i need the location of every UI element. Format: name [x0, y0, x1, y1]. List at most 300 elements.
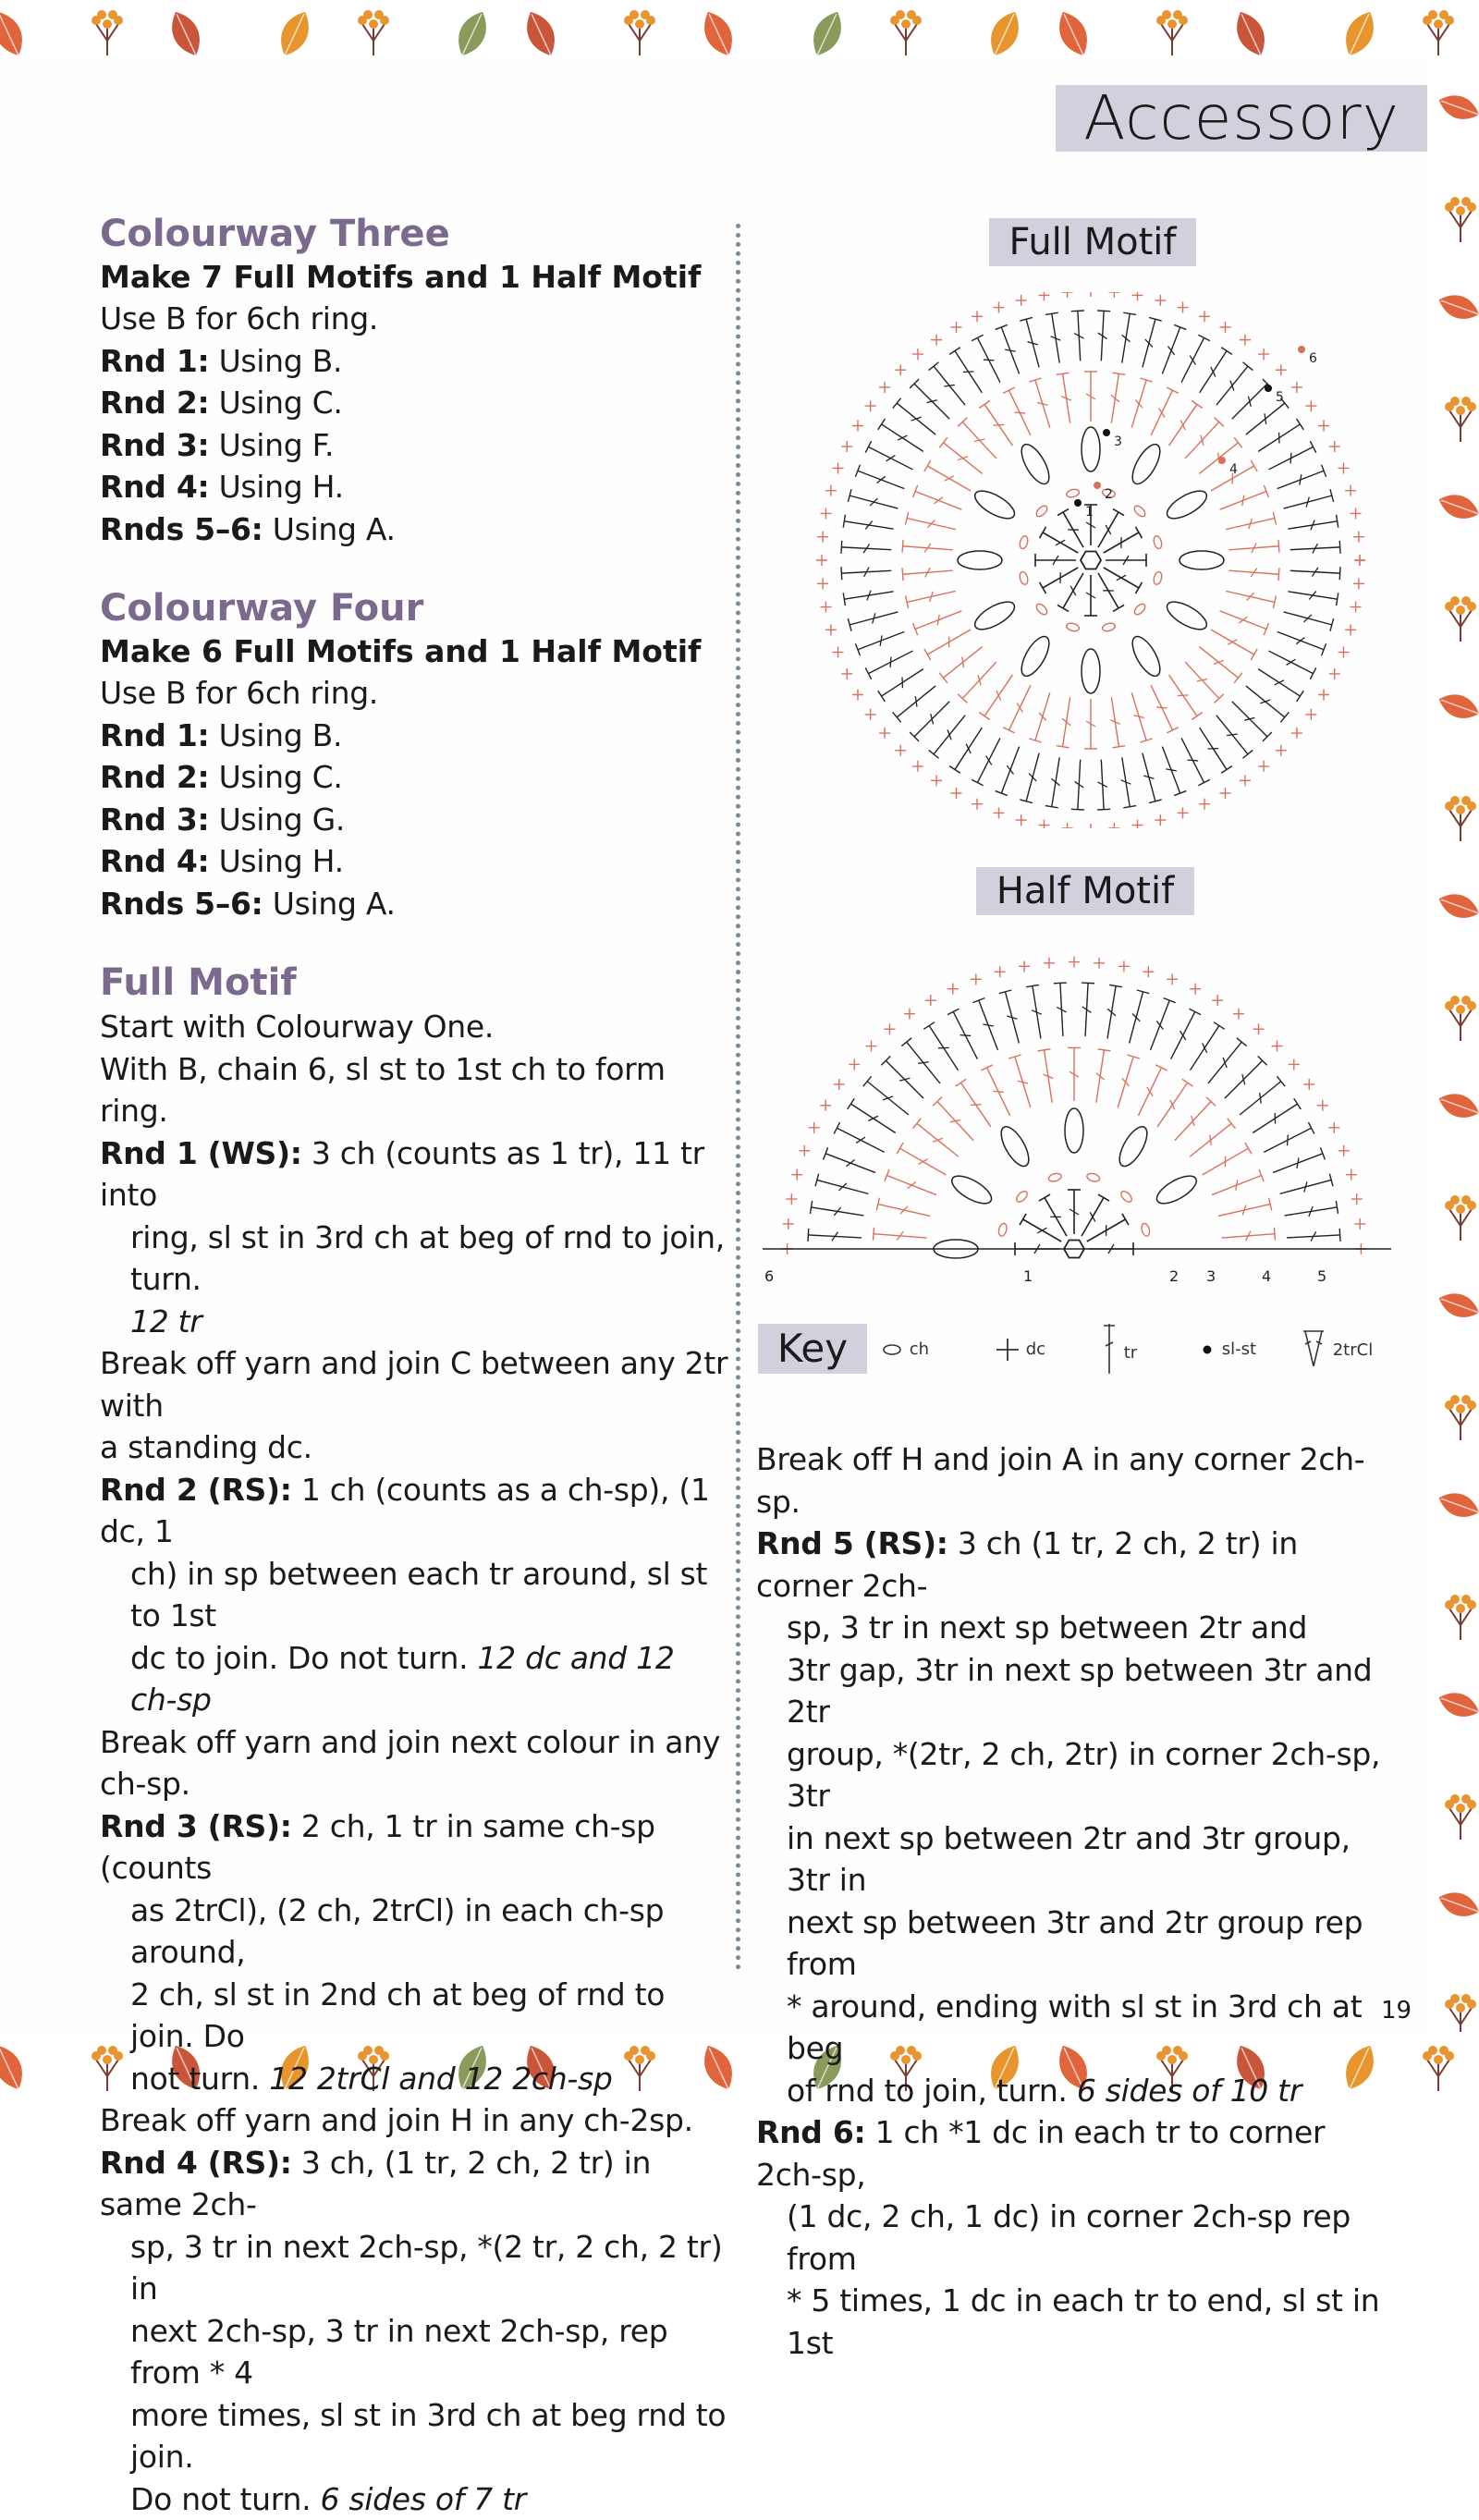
treble-mark: [1020, 317, 1039, 367]
leaf-icon: [519, 6, 562, 59]
round-label: Rnd 2:: [100, 759, 209, 795]
dc-mark: [783, 1218, 794, 1229]
dc-mark: [1155, 814, 1166, 826]
rnd5-line: * around, ending with sl st in 3rd ch at beg: [756, 1986, 1385, 2070]
treble-mark: [1054, 983, 1067, 1036]
treble-mark: [981, 1065, 1009, 1116]
dc-mark: [1329, 668, 1340, 679]
berry-sprig-icon: [1445, 1195, 1476, 1241]
treble-mark: [1131, 692, 1153, 742]
round-number: 2: [1105, 487, 1113, 502]
leaf-icon: [1436, 689, 1479, 724]
treble-mark: [1097, 760, 1110, 810]
treble-mark: [843, 515, 893, 530]
round-label: Rnd 1:: [100, 717, 209, 753]
treble-mark: [1151, 998, 1176, 1050]
berry-sprig-icon: [92, 10, 123, 55]
cluster-mark: [1065, 1108, 1083, 1153]
dc-mark: [1253, 1023, 1265, 1034]
treble-mark: [913, 1119, 959, 1156]
rnd3-line: 2 ch, sl st in 2nd ch at beg of rnd to join. Do: [100, 1974, 728, 2058]
treble-mark: [1097, 311, 1110, 361]
treble-mark: [1057, 373, 1071, 422]
dc-mark: [904, 1009, 915, 1020]
half-motif-chart: [753, 930, 1396, 1291]
key-item-ch: [880, 1331, 929, 1368]
treble-mark: [1273, 1147, 1325, 1172]
dc-mark: [1233, 1009, 1244, 1020]
treble-mark: [1038, 1049, 1054, 1103]
rnd3-line: [100, 2058, 728, 2100]
dc-mark: [1317, 1100, 1328, 1111]
treble-mark: [1068, 1190, 1081, 1234]
dc-mark: [1258, 349, 1269, 360]
autumn-leaf-border-right: [1429, 59, 1479, 2032]
dc-mark: [1328, 1122, 1339, 1133]
round-number: 4: [1229, 462, 1238, 477]
cluster-mark: [996, 1122, 1033, 1170]
dc-mark: [820, 602, 831, 613]
dc-mark: [1318, 421, 1329, 432]
rnd2-line: [100, 1469, 728, 1553]
round-text: Using C.: [209, 385, 342, 421]
treble-mark: [1071, 760, 1084, 810]
dc-mark: [1178, 302, 1189, 313]
treble-mark: [1082, 1194, 1109, 1236]
round-label: Rnd 4:: [100, 469, 209, 505]
treble-mark: [1240, 1076, 1285, 1115]
treble-mark: [1045, 312, 1061, 362]
rnd3-text: not turn.: [130, 2061, 269, 2097]
dc-mark: [817, 578, 828, 589]
half-motif-label: Half Motif: [976, 867, 1194, 915]
round-label: Rnd 3:: [100, 427, 209, 463]
cluster-mark: [1082, 427, 1100, 471]
treble-mark: [1107, 985, 1122, 1038]
rnd5-line: in next sp between 2tr and 3tr group, 3tr in: [756, 1817, 1385, 1902]
treble-mark: [1216, 716, 1253, 758]
instruction-line: Start with Colourway One.: [100, 1006, 728, 1048]
dc-mark: [833, 462, 844, 473]
dc-mark: [833, 647, 844, 658]
treble-mark: [1040, 527, 1079, 553]
berry-sprig-icon: [1445, 1994, 1476, 2032]
treble-mark: [996, 324, 1020, 373]
treble-mark: [1277, 465, 1326, 489]
dc-mark: [1085, 292, 1096, 297]
treble-mark: [1268, 651, 1315, 679]
berry-sprig-icon: [624, 10, 655, 55]
treble-mark: [1131, 378, 1153, 428]
dc-mark: [951, 322, 962, 333]
dc-mark: [1038, 820, 1049, 828]
center-ring: [1081, 551, 1101, 569]
key-label: Key: [758, 1324, 867, 1374]
treble-mark: [1118, 1055, 1140, 1107]
round-number: 1: [1085, 505, 1094, 520]
treble-mark: [906, 591, 956, 608]
dc-mark: [1190, 984, 1201, 995]
treble-mark: [1287, 1229, 1340, 1242]
chain-mark: [1047, 1172, 1062, 1182]
dc-mark: [786, 1193, 797, 1205]
treble-mark: [906, 512, 956, 530]
treble-mark: [1200, 348, 1232, 393]
colourway-four-rounds: [100, 715, 728, 925]
leaf-icon: [806, 6, 849, 59]
treble-mark: [865, 441, 912, 470]
treble-mark: [810, 1201, 863, 1216]
treble-mark: [1232, 379, 1272, 419]
chain-mark: [1132, 504, 1147, 519]
round-label: Rnd 1:: [100, 343, 209, 379]
dc-mark: [884, 1023, 895, 1034]
rnd1-line: [100, 1132, 728, 1217]
rnd6-line: * 5 times, 1 dc in each tr to end, sl st in 1st: [756, 2280, 1385, 2364]
dc-mark: [852, 690, 863, 701]
right-column-text: [756, 1438, 1385, 2364]
dc-mark: [1338, 462, 1349, 473]
treble-mark: [824, 1147, 875, 1172]
round-label: Rnd 2 (RS):: [100, 1472, 292, 1508]
rnd5-line: [756, 2070, 1385, 2112]
treble-mark: [843, 591, 893, 606]
round-text: Using B.: [209, 717, 342, 753]
slip-stitch-dot: [1094, 482, 1101, 489]
treble-mark: [929, 362, 965, 405]
colourway-four-subheading: Make 6 Full Motifs and 1 Half Motif: [100, 631, 728, 672]
treble-mark: [1020, 1214, 1061, 1242]
rnd4-line: [100, 2478, 728, 2520]
dc-mark: [1094, 958, 1105, 969]
dc-mark: [1338, 647, 1349, 658]
treble-mark: [1143, 753, 1162, 803]
rnd2-text: 1 ch (counts as a ch-sp), (1 dc, 1: [100, 1472, 710, 1550]
treble-mark: [815, 1174, 868, 1194]
chain-mark: [1153, 535, 1163, 550]
berry-sprig-icon: [1445, 596, 1476, 642]
treble-mark: [1175, 1097, 1216, 1141]
instruction-line: With B, chain 6, sl st to 1st ch to form ring.: [100, 1048, 728, 1132]
treble-mark: [841, 567, 891, 580]
dc-mark: [1289, 1058, 1300, 1070]
dc-mark: [1167, 973, 1178, 985]
chain-mark: [1066, 622, 1081, 632]
rnd4-text: Do not turn.: [130, 2481, 320, 2517]
rnd5-line: [756, 1523, 1385, 1607]
cluster-mark: [1082, 649, 1100, 693]
round-text: Using A.: [263, 886, 396, 922]
berry-sprig-icon: [1445, 796, 1476, 841]
treble-mark: [1258, 669, 1303, 702]
dc-mark: [799, 1145, 810, 1156]
dc-mark: [993, 302, 1004, 313]
round-label: Rnd 6:: [756, 2114, 865, 2150]
left-column: [100, 211, 728, 2520]
round-label: Rnd 3 (RS):: [100, 1808, 292, 1844]
rnd1-line: ring, sl st in 3rd ch at beg of rnd to join, turn.: [100, 1217, 728, 1301]
leaf-icon: [0, 2040, 30, 2091]
chain-mark: [1153, 571, 1163, 586]
dc-mark: [791, 1169, 802, 1180]
dc-mark: [912, 761, 923, 772]
dc-mark: [1199, 799, 1210, 810]
dc-mark: [1108, 823, 1119, 828]
treble-mark: [1288, 592, 1338, 606]
dc-mark: [1345, 624, 1356, 635]
treble-mark: [901, 1038, 940, 1083]
treble-mark: [1284, 489, 1334, 508]
chain-mark: [1102, 622, 1117, 632]
treble-mark: [910, 379, 949, 419]
colourway-three-subheading: Make 7 Full Motifs and 1 Half Motif: [100, 257, 728, 298]
round-number: 3: [1114, 434, 1122, 449]
berry-sprig-icon: [1445, 197, 1476, 242]
dc-mark: [1016, 295, 1027, 306]
leaf-icon: [1436, 1288, 1479, 1323]
dc-mark: [865, 709, 876, 720]
treble-mark: [999, 990, 1020, 1043]
treble-mark: [1068, 1047, 1081, 1101]
dc-mark: [809, 1122, 820, 1133]
round-marker: 2: [1169, 1267, 1179, 1285]
dc-mark: [1069, 957, 1080, 968]
treble-mark: [1084, 372, 1097, 422]
rnd3-text: 2 ch, 1 tr in same ch-sp (counts: [100, 1808, 655, 1887]
treble-mark: [878, 669, 923, 702]
round-label: Rnd 4:: [100, 843, 209, 879]
dc-mark: [834, 1079, 845, 1090]
rnd5-count: 6 sides of 10 tr: [1077, 2073, 1302, 2109]
dc-mark: [866, 1041, 877, 1052]
key-text: tr: [1124, 1343, 1137, 1363]
round-text: Using H.: [209, 843, 343, 879]
leaf-icon: [984, 6, 1026, 59]
dc-mark: [1044, 958, 1055, 969]
leaf-icon: [1436, 1487, 1479, 1523]
treble-mark: [1082, 983, 1094, 1036]
treble-mark: [1199, 647, 1242, 683]
treble-mark: [910, 702, 949, 741]
treble-mark: [1218, 1198, 1272, 1217]
treble-mark: [848, 612, 898, 631]
treble-mark: [902, 568, 952, 581]
treble-mark: [972, 738, 1000, 785]
treble-mark: [855, 465, 904, 489]
berry-sprig-icon: [1423, 10, 1454, 55]
cluster-mark: [1127, 440, 1165, 488]
treble-mark: [1280, 1174, 1333, 1194]
treble-mark: [996, 747, 1020, 796]
dc-mark: [1353, 578, 1364, 589]
treble-mark: [924, 630, 971, 660]
chain-mark: [1086, 1172, 1101, 1182]
round-line: [100, 840, 728, 883]
dc-mark: [1351, 508, 1362, 519]
round-label: Rnds 5–6:: [100, 511, 263, 547]
chain-mark: [997, 1222, 1008, 1237]
dc-mark: [1305, 400, 1316, 411]
dc-mark: [1351, 1193, 1363, 1205]
cluster-mark: [1163, 596, 1211, 634]
treble-mark: [1226, 591, 1276, 608]
treble-mark: [1212, 1169, 1264, 1195]
treble-mark: [1026, 985, 1042, 1038]
round-line: [100, 799, 728, 841]
colourway-three-intro: Use B for 6ch ring.: [100, 298, 728, 340]
full-motif-heading: Full Motif: [100, 960, 728, 1006]
leaf-icon: [1436, 1687, 1479, 1722]
chain-oval-icon: [880, 1342, 904, 1357]
dc-mark: [1345, 485, 1356, 496]
cross-icon: [995, 1337, 1021, 1363]
leaf-icon: [274, 6, 316, 59]
dc-mark: [816, 555, 827, 566]
dc-mark: [925, 995, 936, 1006]
chain-mark: [1132, 602, 1147, 617]
rnd5-line: group, *(2tr, 2 ch, 2tr) in corner 2ch-sp, 3tr: [756, 1733, 1385, 1817]
berry-sprig-icon: [358, 10, 389, 55]
treble-mark: [939, 437, 983, 473]
leaf-icon: [1436, 489, 1479, 524]
round-marker: 5: [1317, 1267, 1326, 1285]
round-text: Using G.: [209, 801, 345, 838]
round-marker: 4: [1262, 1267, 1271, 1285]
leaf-icon: [165, 6, 207, 59]
round-label: Rnd 4 (RS):: [100, 2145, 292, 2181]
rnd4-count: 6 sides of 7 tr: [320, 2481, 526, 2517]
round-line: [100, 466, 728, 508]
chain-mark: [1141, 1222, 1151, 1237]
rnd4-line: next 2ch-sp, 3 tr in next 2ch-sp, rep from * 4: [100, 2310, 728, 2394]
instruction-line: Break off yarn and join H in any ch-2sp.: [100, 2099, 728, 2142]
treble-mark: [1222, 1228, 1276, 1241]
chain-mark: [1034, 602, 1049, 617]
dc-mark: [1291, 382, 1302, 393]
treble-mark: [1162, 747, 1186, 796]
chain-mark: [1019, 535, 1029, 550]
treble-mark: [1104, 568, 1143, 593]
treble-mark: [924, 460, 971, 491]
dc-mark: [852, 421, 863, 432]
dc-mark: [1062, 823, 1073, 828]
treble-mark: [1138, 1065, 1167, 1116]
treble-mark: [893, 398, 935, 434]
treble-mark: [1084, 575, 1097, 616]
treble-mark: [939, 647, 983, 683]
dc-mark: [1143, 966, 1154, 977]
treble-mark: [923, 1022, 958, 1070]
dc-mark: [951, 788, 962, 799]
dc-mark: [1016, 814, 1027, 826]
treble-mark: [929, 716, 965, 758]
treble-mark: [1143, 317, 1162, 367]
instruction-line: Break off yarn and join C between any 2tr with: [100, 1342, 728, 1426]
dot-icon: [1198, 1340, 1216, 1359]
dc-mark: [1354, 1218, 1365, 1229]
instruction-line: Break off H and join A in any corner 2ch-sp.: [756, 1438, 1385, 1523]
berry-sprig-icon: [1156, 10, 1188, 55]
treble-mark: [1216, 362, 1253, 405]
dc-mark: [1338, 1145, 1350, 1156]
dc-mark: [1108, 292, 1119, 298]
colourway-three-heading: Colourway Three: [100, 211, 728, 257]
rnd2-text: dc to join. Do not turn.: [130, 1640, 477, 1676]
treble-mark: [1284, 612, 1334, 631]
rnd2-line: [100, 1637, 728, 1721]
treble-mark: [1029, 692, 1050, 742]
treble-mark: [1246, 686, 1289, 722]
key-item-2trcl: [1300, 1331, 1373, 1368]
treble-mark: [1162, 324, 1186, 373]
treble-mark: [1151, 387, 1179, 435]
round-number: 6: [1309, 351, 1317, 366]
round-line: [100, 715, 728, 757]
colourway-four-heading: Colourway Four: [100, 585, 728, 631]
berry-sprig-icon: [1445, 996, 1476, 1041]
treble-mark: [1071, 311, 1084, 361]
leaf-icon: [1436, 90, 1479, 125]
dc-mark: [1353, 532, 1364, 543]
cluster-mark: [1127, 632, 1165, 680]
dc-mark: [1178, 807, 1189, 818]
berry-sprig-icon: [1445, 1595, 1476, 1640]
berry-sprig-icon: [890, 10, 922, 55]
slip-stitch-dot: [1074, 499, 1082, 507]
rnd1-count: 12 tr: [100, 1301, 728, 1343]
treble-mark: [1003, 685, 1031, 733]
treble-mark: [1225, 1056, 1267, 1098]
treble-mark: [1253, 1098, 1301, 1132]
treble-mark: [848, 1098, 896, 1132]
dc-mark: [1351, 602, 1362, 613]
treble-mark: [1190, 1119, 1235, 1156]
rnd5-text: 3 ch (1 tr, 2 ch, 2 tr) in corner 2ch-: [756, 1525, 1298, 1604]
slip-stitch-dot: [1298, 346, 1305, 353]
treble-mark: [913, 485, 962, 509]
treble-mark: [1003, 387, 1031, 435]
treble-mark: [1190, 1022, 1224, 1070]
cluster-mark: [971, 485, 1019, 523]
full-motif-chart: [786, 292, 1396, 828]
treble-mark: [1220, 611, 1269, 635]
dc-mark: [1305, 709, 1316, 720]
treble-mark: [1110, 697, 1125, 747]
dc-mark: [841, 668, 852, 679]
dc-mark: [841, 441, 852, 452]
treble-mark: [1106, 554, 1146, 567]
treble-icon: [1100, 1322, 1118, 1376]
treble-mark: [1268, 441, 1315, 470]
treble-mark: [1290, 541, 1340, 554]
treble-mark: [1185, 662, 1224, 703]
treble-mark: [1229, 568, 1279, 581]
treble-mark: [1096, 1049, 1111, 1103]
cluster-mark: [958, 551, 1002, 569]
cluster-icon: [1300, 1326, 1327, 1370]
treble-mark: [1203, 1143, 1252, 1175]
dc-mark: [1220, 322, 1231, 333]
rnd3-count: 12 2trCl and 12 2ch-sp: [269, 2061, 612, 2097]
round-label: Rnd 1 (WS):: [100, 1135, 302, 1171]
treble-mark: [933, 1097, 973, 1141]
key-item-dc: [995, 1331, 1045, 1368]
treble-mark: [1029, 378, 1050, 428]
treble-mark: [834, 1122, 884, 1152]
dc-mark: [931, 335, 942, 346]
dc-mark: [865, 400, 876, 411]
dc-mark: [1346, 1169, 1357, 1180]
